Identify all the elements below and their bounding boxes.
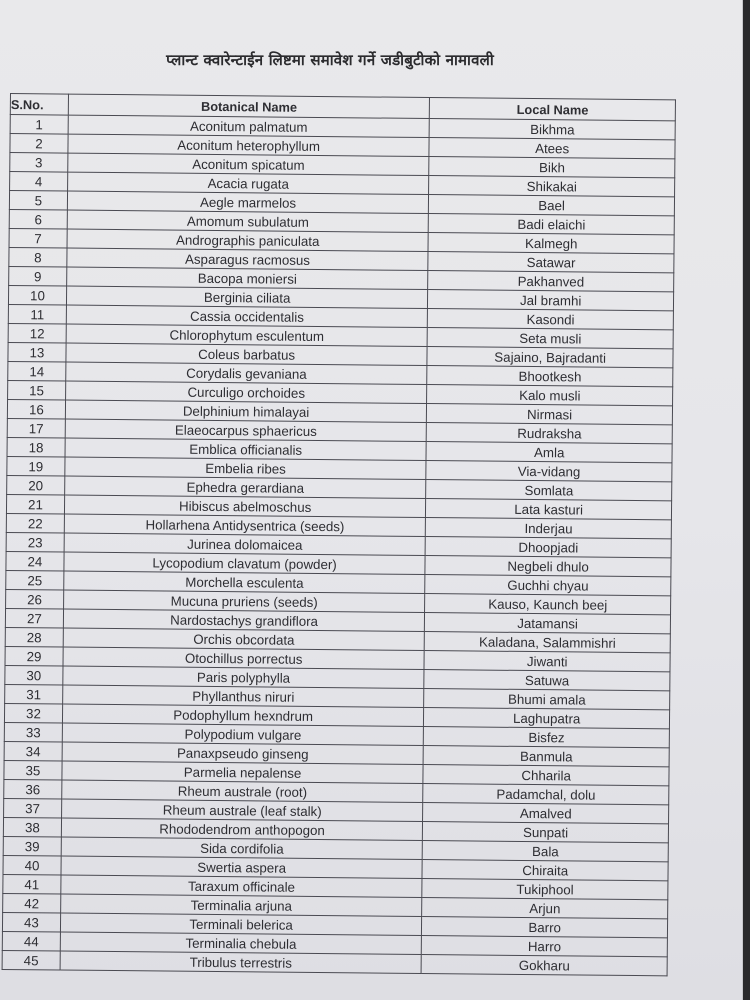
row-local-name: Kaladana, Salammishri xyxy=(425,632,671,653)
row-sno: 6 xyxy=(9,209,67,229)
row-local-name: Gokharu xyxy=(421,954,667,975)
row-sno: 11 xyxy=(8,304,66,324)
row-botanical-name: Ephedra gerardiana xyxy=(65,476,427,498)
row-local-name: Rudraksha xyxy=(427,423,673,444)
row-botanical-name: Curculigo orchoides xyxy=(65,381,427,403)
row-local-name: Amla xyxy=(426,442,672,463)
row-sno: 30 xyxy=(5,665,63,685)
row-local-name: Badi elaichi xyxy=(429,214,675,235)
row-sno: 8 xyxy=(9,247,67,267)
row-local-name: Kasondi xyxy=(428,309,674,330)
row-local-name: Bala xyxy=(423,840,669,861)
row-sno: 40 xyxy=(3,855,61,875)
row-botanical-name: Morchella esculenta xyxy=(64,571,426,593)
row-sno: 34 xyxy=(4,741,62,761)
row-sno: 29 xyxy=(5,646,63,666)
row-botanical-name: Berginia ciliata xyxy=(66,286,428,308)
row-botanical-name: Jurinea dolomaicea xyxy=(64,533,426,555)
row-local-name: Laghupatra xyxy=(424,708,670,729)
row-local-name: Somlata xyxy=(426,480,672,501)
row-local-name: Via-vidang xyxy=(426,461,672,482)
row-botanical-name: Swertia aspera xyxy=(61,856,423,878)
row-sno: 45 xyxy=(2,950,60,970)
column-header-botanical-name: Botanical Name xyxy=(68,94,430,118)
row-sno: 15 xyxy=(8,380,66,400)
row-sno: 1 xyxy=(10,115,68,135)
row-local-name: Amalved xyxy=(423,802,669,823)
row-sno: 31 xyxy=(5,684,63,704)
row-sno: 33 xyxy=(4,722,62,742)
row-local-name: Jal bramhi xyxy=(428,290,674,311)
row-local-name: Kauso, Kaunch beej xyxy=(425,594,671,615)
column-header-local-name: Local Name xyxy=(430,98,676,121)
row-sno: 32 xyxy=(4,703,62,723)
row-sno: 42 xyxy=(3,893,61,913)
row-botanical-name: Rhododendrom anthopogon xyxy=(61,818,423,840)
row-local-name: Pakhanved xyxy=(428,271,674,292)
row-local-name: Kalo musli xyxy=(427,385,673,406)
row-botanical-name: Emblica officianalis xyxy=(65,438,427,460)
row-sno: 38 xyxy=(3,817,61,837)
row-sno: 19 xyxy=(7,456,65,476)
row-local-name: Sunpati xyxy=(423,821,669,842)
row-sno: 4 xyxy=(10,172,68,192)
row-botanical-name: Chlorophytum esculentum xyxy=(66,324,428,346)
row-sno: 2 xyxy=(10,134,68,154)
row-local-name: Tukiphool xyxy=(422,878,668,899)
row-botanical-name: Parmelia nepalense xyxy=(62,761,424,783)
row-sno: 3 xyxy=(10,153,68,173)
row-local-name: Lata kasturi xyxy=(426,499,672,520)
row-local-name: Harro xyxy=(422,935,668,956)
row-botanical-name: Amomum subulatum xyxy=(67,210,429,232)
row-sno: 41 xyxy=(3,874,61,894)
row-botanical-name: Paris polyphylla xyxy=(63,666,425,688)
page-title: प्लान्ट क्वारेन्टाईन लिष्टमा समावेश गर्ने जडीबुटीको नामावली xyxy=(166,51,494,69)
row-botanical-name: Acacia rugata xyxy=(67,172,429,194)
row-local-name: Barro xyxy=(422,916,668,937)
row-local-name: Atees xyxy=(429,138,675,159)
row-sno: 27 xyxy=(5,608,63,628)
row-botanical-name: Andrographis paniculata xyxy=(67,229,429,251)
row-botanical-name: Panaxpseudo ginseng xyxy=(62,742,424,764)
row-botanical-name: Otochillus porrectus xyxy=(63,647,425,669)
herb-table xyxy=(2,93,676,976)
row-sno: 16 xyxy=(7,399,65,419)
row-local-name: Satuwa xyxy=(424,670,670,691)
row-sno: 14 xyxy=(8,361,66,381)
row-botanical-name: Sida cordifolia xyxy=(61,837,423,859)
row-local-name: Guchhi chyau xyxy=(425,575,671,596)
row-botanical-name: Terminali belerica xyxy=(60,913,422,935)
row-sno: 22 xyxy=(6,513,64,533)
row-botanical-name: Delphinium himalayai xyxy=(65,400,427,422)
row-botanical-name: Aconitum spicatum xyxy=(68,153,430,175)
row-sno: 26 xyxy=(6,589,64,609)
row-sno: 28 xyxy=(5,627,63,647)
row-botanical-name: Aconitum heterophyllum xyxy=(68,134,430,156)
row-local-name: Kalmegh xyxy=(428,233,674,254)
row-local-name: Negbeli dhulo xyxy=(425,556,671,577)
row-botanical-name: Aegle marmelos xyxy=(67,191,429,213)
row-local-name: Arjun xyxy=(422,897,668,918)
row-sno: 17 xyxy=(7,418,65,438)
row-sno: 5 xyxy=(9,191,67,211)
row-local-name: Inderjau xyxy=(426,518,672,539)
row-local-name: Banmula xyxy=(423,746,669,767)
row-sno: 9 xyxy=(9,266,67,286)
row-local-name: Jatamansi xyxy=(425,613,671,634)
row-sno: 13 xyxy=(8,342,66,362)
row-sno: 10 xyxy=(8,285,66,305)
row-botanical-name: Nardostachys grandiflora xyxy=(63,609,425,631)
row-botanical-name: Phyllanthus niruri xyxy=(63,685,425,707)
row-local-name: Bisfez xyxy=(424,727,670,748)
row-sno: 23 xyxy=(6,532,64,552)
row-local-name: Padamchal, dolu xyxy=(423,783,669,804)
row-sno: 36 xyxy=(4,779,62,799)
row-botanical-name: Elaeocarpus sphaericus xyxy=(65,419,427,441)
row-botanical-name: Rheum australe (root) xyxy=(62,780,424,802)
row-local-name: Chiraita xyxy=(422,859,668,880)
row-sno: 12 xyxy=(8,323,66,343)
row-botanical-name: Mucuna pruriens (seeds) xyxy=(63,590,425,612)
row-sno: 25 xyxy=(6,570,64,590)
row-botanical-name: Corydalis gevaniana xyxy=(66,362,428,384)
row-local-name: Bhootkesh xyxy=(427,366,673,387)
row-sno: 35 xyxy=(4,760,62,780)
row-local-name: Bael xyxy=(429,195,675,216)
row-local-name: Bikh xyxy=(429,157,675,178)
row-botanical-name: Polypodium vulgare xyxy=(62,723,424,745)
row-botanical-name: Hibiscus abelmoschus xyxy=(64,495,426,517)
row-botanical-name: Rheum australe (leaf stalk) xyxy=(61,799,423,821)
row-botanical-name: Hollarhena Antidysentrica (seeds) xyxy=(64,514,426,536)
row-local-name: Bhumi amala xyxy=(424,689,670,710)
row-sno: 39 xyxy=(3,836,61,856)
row-local-name: Shikakai xyxy=(429,176,675,197)
row-local-name: Chharila xyxy=(423,764,669,785)
row-sno: 43 xyxy=(2,912,60,932)
row-botanical-name: Taraxum officinale xyxy=(61,875,423,897)
row-sno: 7 xyxy=(9,228,67,248)
row-sno: 20 xyxy=(7,475,65,495)
row-local-name: Sajaino, Bajradanti xyxy=(427,347,673,368)
row-sno: 44 xyxy=(2,931,60,951)
row-botanical-name: Asparagus racmosus xyxy=(67,248,429,270)
row-local-name: Nirmasi xyxy=(427,404,673,425)
row-local-name: Bikhma xyxy=(429,119,675,140)
row-botanical-name: Tribulus terrestris xyxy=(60,951,422,973)
row-botanical-name: Bacopa moniersi xyxy=(67,267,429,289)
row-botanical-name: Terminalia arjuna xyxy=(61,894,423,916)
row-sno: 18 xyxy=(7,437,65,457)
row-botanical-name: Terminalia chebula xyxy=(60,932,422,954)
column-header-sno: S.No. xyxy=(10,94,68,116)
row-sno: 24 xyxy=(6,551,64,571)
row-botanical-name: Cassia occidentalis xyxy=(66,305,428,327)
row-local-name: Seta musli xyxy=(427,328,673,349)
row-botanical-name: Podophyllum hexndrum xyxy=(62,704,424,726)
row-botanical-name: Lycopodium clavatum (powder) xyxy=(64,552,426,574)
row-local-name: Dhoopjadi xyxy=(425,537,671,558)
row-botanical-name: Coleus barbatus xyxy=(66,343,428,365)
row-botanical-name: Embelia ribes xyxy=(65,457,427,479)
row-sno: 21 xyxy=(6,494,64,514)
row-local-name: Satawar xyxy=(428,252,674,273)
row-sno: 37 xyxy=(4,798,62,818)
row-botanical-name: Orchis obcordata xyxy=(63,628,425,650)
row-botanical-name: Aconitum palmatum xyxy=(68,115,430,137)
row-local-name: Jiwanti xyxy=(424,651,670,672)
